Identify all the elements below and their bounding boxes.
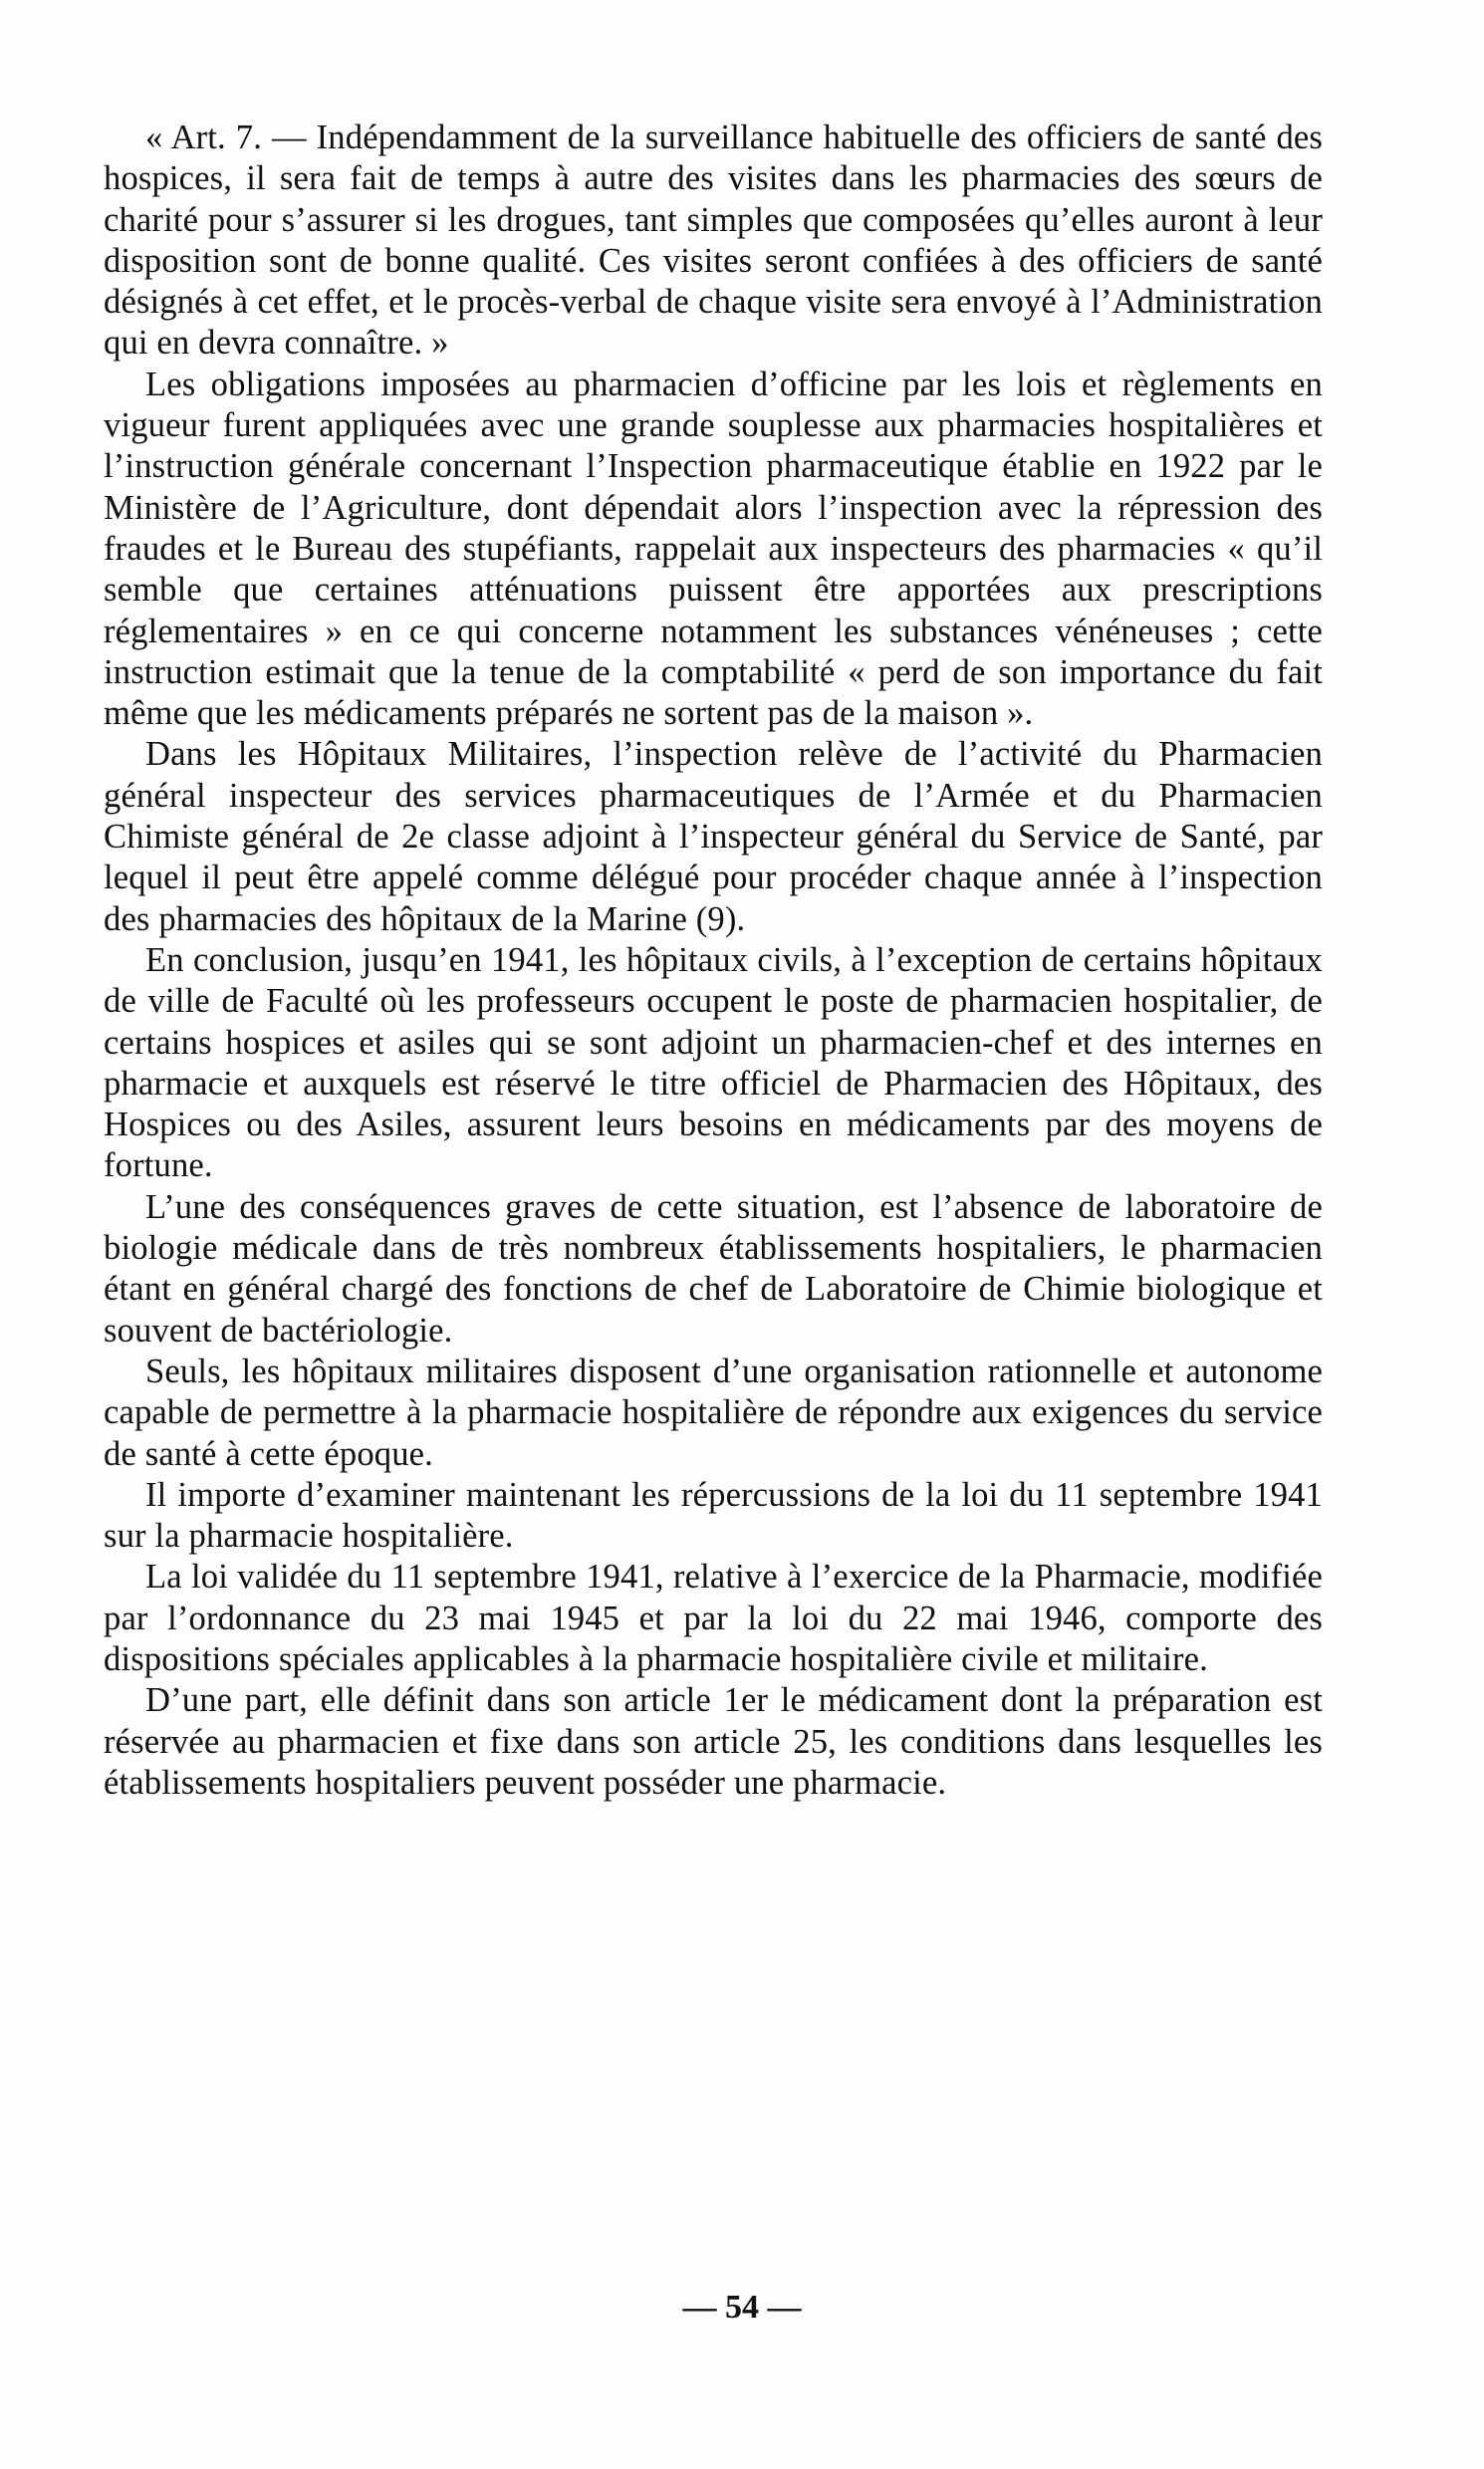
paragraph-conclusion: En conclusion, jusqu’en 1941, les hôpitaux civils, à l’exception de certains hôpitaux de ville de Faculté où les professeurs occupent le poste de pharmacien hospitalier, de certains hospices et asiles qui se sont adjoint un pharmacien-chef et des internes en pharmacie et auxquels est réservé le titre officiel de Pharmacien des Hôpitaux, des Hospices ou des Asiles, assurent leurs besoins en médicaments par des moyens de fortune. <box>104 940 1323 1185</box>
paragraph-seuls: Seuls, les hôpitaux militaires disposent d’une organisation rationnelle et autonome capable de permettre à la pharmacie hospitalière de répondre aux exigences du service de santé à cette époque. <box>104 1352 1323 1473</box>
paragraph-obligations: Les obligations imposées au pharmacien d’officine par les lois et règlements en vigueur furent appliquées avec une grande souplesse aux pharmacies hospitalières et l’instruction générale concernant l’Inspection pharmaceutique établie en 1922 par le Ministère de l’Agriculture, dont dépendait alors l’inspection avec la répression des fraudes et le Bureau des stupéfiants, rappelait aux inspecteurs des pharmacies « qu’il semble que certaines atténuations puissent être apportées aux prescriptions réglementaires » en ce qui concerne notamment les substances vénéneuses ; cette instruction estimait que la tenue de la comptabilité « perd de son importance du fait même que les médicaments préparés ne sortent pas de la maison ». <box>104 365 1323 733</box>
paragraph-hopitaux-militaires: Dans les Hôpitaux Militaires, l’inspection relève de l’activité du Pharmacien général inspecteur des services pharmaceutiques de l’Armée et du Pharmacien Chimiste général de 2e classe adjoint à l’inspecteur général du Service de Santé, par lequel il peut être appelé comme délégué pour procéder chaque année à l’inspection des pharmacies des hôpitaux de la Marine (9). <box>104 735 1323 938</box>
paragraph-loi-validee: La loi validée du 11 septembre 1941, relative à l’exercice de la Pharmacie, modifiée par l’ordonnance du 23 mai 1945 et par la loi du 22 mai 1946, comporte des dispositions spéciales applicables à la pharmacie hospitalière civile et militaire. <box>104 1558 1323 1678</box>
paragraph-consequences: L’une des conséquences graves de cette situation, est l’absence de laboratoire de biologie médicale dans de très nombreux établissements hospitaliers, le pharmacien étant en général chargé des fonctions de chef de Laboratoire de Chimie biologique et souvent de bactériologie. <box>104 1187 1323 1350</box>
body-text <box>104 118 1323 1804</box>
paragraph-une-part: D’une part, elle définit dans son article 1er le médicament dont la préparation est réservée au pharmacien et fixe dans son article 25, les conditions dans lesquelles les établissements hospitaliers peuvent posséder une pharmacie. <box>104 1681 1323 1802</box>
paragraph-il-importe: Il importe d’examiner maintenant les répercussions de la loi du 11 septembre 1941 sur la pharmacie hospitalière. <box>104 1475 1323 1556</box>
paragraph-article-7: « Art. 7. — Indépendamment de la surveillance habituelle des officiers de santé des hospices, il sera fait de temps à autre des visites dans les pharmacies des sœurs de charité pour s’assurer si les drogues, tant simples que composées qu’elles auront à leur disposition sont de bonne qualité. Ces visites seront confiées à des officiers de santé désignés à cet effet, et le procès-verbal de chaque visite sera envoyé à l’Administration qui en devra connaître. » <box>104 119 1323 363</box>
page-number: — 54 — <box>682 2289 802 2326</box>
